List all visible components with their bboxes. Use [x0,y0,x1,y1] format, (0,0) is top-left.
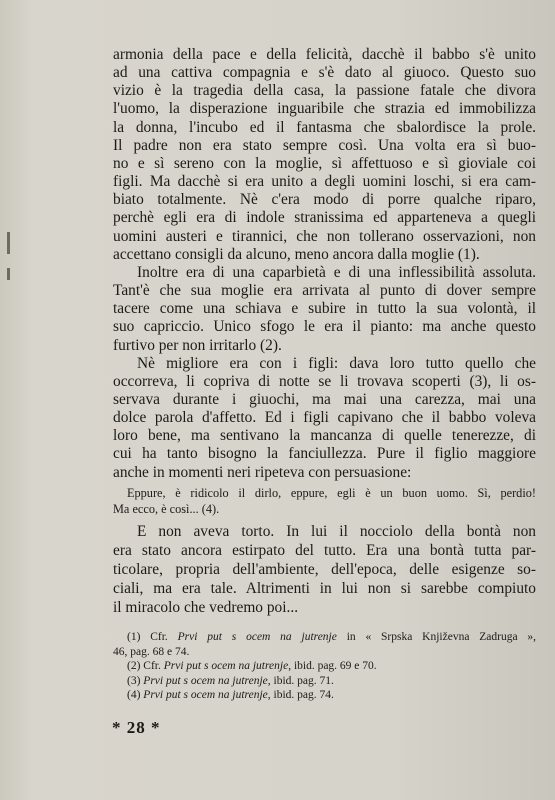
text-line: era stato ancora estirpato del tutto. Era una bontà tutta par- [113,541,536,559]
text-line: anche in momenti neri ripeteva con persuasione: [113,463,412,481]
text-line: loro bene, ma sentivano la mancanza di quelle tenerezze, di [113,427,536,445]
text-line: tacere come una schiava e subire in tutto la sua volontà, il [113,300,536,318]
footnote-mark: (1) Cfr. [127,631,168,643]
page-edge-mark [7,232,10,254]
text-line: vizio è la tragedia della casa, la passione fatale che divora [113,82,536,100]
text-line: furtivo per non irritarlo (2). [113,336,282,354]
main-paragraph [113,46,536,482]
closing-paragraph [113,523,536,618]
footnote [113,674,536,689]
quote-line: Ma ecco, è così... (4). [113,501,220,516]
text-line: servava durante i giuochi, ma mai una carezza, mai una [113,390,536,408]
text-line: Inoltre era di una caparbietà e di una inflessibilità assoluta. [137,263,536,281]
text-line: biato totalmente. Nè c'era modo di porre qualche riparo, [113,191,536,209]
text-line: ad una cattiva compagnia e s'è dato al giuoco. Questo suo [113,64,536,82]
footnote-title: Prvi put s ocem na jutrenje [143,674,268,687]
text-line: accettano consigli da alcuno, meno ancora dalla moglie (1). [113,245,480,263]
footnote-mark: (4) [127,689,141,702]
text-line: dolce parola d'affetto. Ed i figli capivano che il babbo voleva [113,409,536,427]
text-line: ciali, ma era tale. Altrimenti in lui non si sarebbe compiuto [113,579,536,597]
footnote-ref: , ibid. pag. 69 e 70. [288,660,377,673]
text-line: E non aveva torto. In lui il nocciolo della bontà non [137,523,536,540]
text-line: armonia della pace e della felicità, dacchè il babbo s'è unito [113,46,536,63]
page-number: * 28 * [112,718,161,737]
text-line: figli. Ma dacchè si era unito a degli uomini loschi, si era cam- [113,173,536,191]
text-line: Tant'è che sua moglie era arrivata al punto di dover sempre [113,282,536,300]
footnotes [113,630,536,703]
text-line: cui ha tanto bisogno la fanciullezza. Pure il figlio maggiore [113,445,536,463]
footnote-mark: (3) [127,674,141,687]
footnote-title: Prvi put s ocem na jutrenje [163,660,289,673]
footnote-title: Prvi put s ocem na jutrenje [177,631,337,643]
quote-line: Eppure, è ridicolo il dirlo, eppure, egli è un buon uomo. Sì, perdio! [127,486,536,500]
footnote-ref: , ibid. pag. 71. [267,674,334,687]
text-line: la donna, l'incubo ed il fantasma che sbalordisce la prole. [113,118,536,136]
footnote [113,630,536,645]
text-line: suo capriccio. Unico sfogo le era il pianto: ma anche questo [113,318,536,336]
text-line: Il padre non era stato sempre così. Una volta era sì buo- [113,136,536,154]
text-line: ticolare, propria dell'ambiente, dell'epoca, delle esigenze so- [113,560,536,578]
footnote-title: Prvi put s ocem na jutrenje [143,689,268,702]
text-line: perchè egli era di indole stranissima ed apparteneva a quegli [113,209,536,227]
text-line: occorreva, li copriva di notte se li trovava scoperti (3), li os- [113,372,536,390]
block-quote [113,486,536,517]
footnote-ref: , ibid. pag. 74. [267,689,334,702]
footnote [113,688,536,703]
footnote-continuation: 46, pag. 68 e 74. [113,645,190,658]
footnote-mark: (2) Cfr. [127,660,161,673]
text-line: l'uomo, la disperazione inguaribile che strazia ed immobilizza [113,100,536,118]
footnote-ref: in « Srpska Književna Zadruga », [346,631,537,643]
text-line: il miracolo che vedremo poi... [113,598,299,616]
text-line: no e sì sereno con la moglie, sì affettuoso e sì gioviale coi [113,154,536,172]
text-line: Nè migliore era con i figli: dava loro tutto quello che [137,354,536,372]
page-edge-mark [7,268,10,280]
footnote [113,659,536,674]
text-line: uomini austeri e tirannici, che non tollerano osservazioni, non [113,227,536,245]
